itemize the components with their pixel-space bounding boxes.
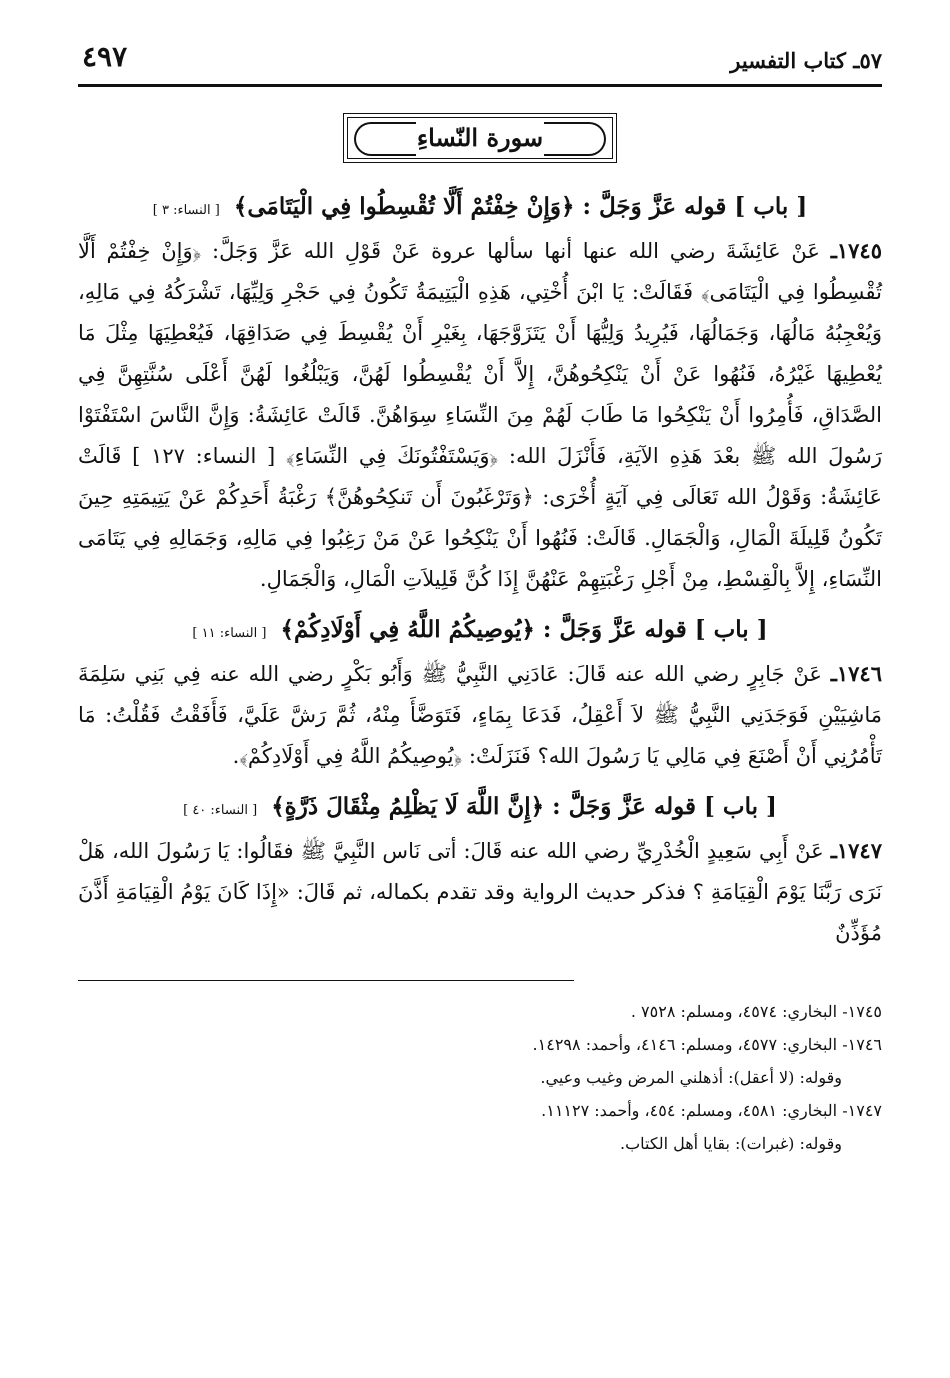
page-header	[78, 38, 882, 87]
page-number: ٤٩٧	[82, 40, 128, 73]
footnote-divider	[78, 980, 574, 981]
hadith-paragraph	[78, 653, 882, 777]
hadith-text: عَنْ عَائِشَةَ رضي الله عنها أنها سألها عروة عَنْ قَوْلِ الله عَزَّ وَجَلَّ: ﴿وَإِنْ خِفْتُمْ أَلَّا تُقْسِطُوا فِي الْيَتَامَى﴾ فَقَالَتْ: يَا ابْنَ أُخْتِي، هَذِهِ الْيَتِيمَةُ تَكُونُ فِي حَجْرِ وَلِيِّهَا، تَشْرَكُهُ فِي مَالِهِ، وَيُعْجِبُهُ مَالُهَا، وَجَمَالُهَا، فَيُرِيدُ وَلِيُّهَا أَنْ يَتَزَوَّجَهَا، بِغَيْرِ أَنْ يُقْسِطَ فِي صَدَاقِهَا، فَيُعْطِيَهَا مِثْلَ مَا يُعْطِيهَا غَيْرُهُ، فَنُهُوا عَنْ أَنْ يَنْكِحُوهُنَّ، إِلاَّ أَنْ يُقْسِطُوا لَهُنَّ، وَيَبْلُغُوا لَهُنَّ أَعْلَى سُنَّتِهِنَّ فِي الصَّدَاقِ، فَأُمِرُوا أَنْ يَنْكِحُوا مَا طَابَ لَهُمْ مِنَ النِّسَاءِ سِوَاهُنَّ. قَالَتْ عَائِشَةُ: وَإِنَّ النَّاسَ اسْتَفْتَوْا رَسُولَ الله ﷺ بعْدَ هَذِهِ الآيَةِ، فَأَنْزَلَ الله: ﴿وَيَسْتَفْتُونَكَ فِي النِّسَاءِ﴾ [ النساء: ١٢٧ ] قَالَتْ عَائِشَةُ: وَقَوْلُ الله تَعَالَى فِي آيَةٍ أُخْرَى: ﴿وَتَرْغَبُونَ أَن تَنكِحُوهُنَّ﴾ رَغْبَةُ أَحَدِكُمْ عَنْ يَتِيمَتِهِ حِينَ تَكُونُ قَلِيلَةَ الْمَالِ، وَالْجَمَالِ. قَالَتْ: فَنُهُوا أَنْ يَنْكِحُوا عَنْ مَنْ رَغِبُوا فِي مَالِهِ، وَجَمَالِهِ فِي يَتَامَى النِّسَاءِ، إِلاَّ بِالْقِسْطِ، مِنْ أَجْلِ رَغْبَتِهِمْ عَنْهُنَّ إِذَا كُنَّ قَلِيلاَتِ الْمَالِ، وَالْجَمَالِ.	[78, 239, 883, 591]
hadith-number: ١٧٤٦ـ	[830, 661, 882, 686]
hadith-text: عَنْ أَبِي سَعِيدٍ الْخُدْرِيِّ رضي الله عنه قَالَ: أتى نَاس النَّبِيَّ ﷺ فقَالُوا: يَا رَسُولَ الله، هَلْ نَرَى رَبَّنَا يَوْمَ الْقِيَامَةِ ؟ فذكر حديث الرواية وقد تقدم بكماله، ثم قَالَ: «إِذَا كَانَ يَوْمُ الْقِيَامَةِ أَذَّنَ مُؤَذِّنٌ	[78, 839, 882, 945]
hadith-number: ١٧٤٥ـ	[830, 238, 882, 263]
footnote: ١٧٤٧- البخاري: ٤٥٨١، ومسلم: ٤٥٤، وأحمد: ١١١٢٧.	[541, 1101, 882, 1120]
verse-ref: [ النساء: ٤٠ ]	[183, 803, 258, 818]
hadith-paragraph	[78, 230, 882, 600]
verse-ref: [ النساء: ٣ ]	[152, 203, 220, 218]
surah-title-frame	[78, 117, 882, 177]
book-page	[78, 38, 882, 1348]
footnote: ١٧٤٥- البخاري: ٤٥٧٤، ومسلم: ٧٥٢٨ .	[630, 1002, 882, 1021]
hadith-paragraph	[78, 830, 882, 954]
footnote: ١٧٤٦- البخاري: ٤٥٧٧، ومسلم: ٤١٤٦، وأحمد: ١٤٢٩٨.	[532, 1035, 882, 1054]
section-heading	[78, 193, 882, 220]
section-heading	[78, 793, 882, 820]
footnote: وقوله: (لا أعقل): أذهلني المرض وغيب وعيي.	[540, 1068, 842, 1087]
footnote: وقوله: (غبرات): بقايا أهل الكتاب.	[620, 1134, 842, 1153]
hadith-text: عَنْ جَابِرٍ رضي الله عنه قَالَ: عَادَنِي النَّبِيُّ ﷺ وَأَبُو بَكْرٍ رضي الله عنه فِي بَنِي سَلِمَةَ مَاشِيَيْنِ فَوَجَدَنِي النَّبِيُّ ﷺ لاَ أَعْقِلُ، فَدَعَا بِمَاءٍ، فَتَوَضَّأَ مِنْهُ، ثُمَّ رَشَّ عَلَيَّ، فَأَفَقْتُ فَقُلْتُ: مَا تَأْمُرُنِي أَنْ أَصْنَعَ فِي مَالِي يَا رَسُولَ الله؟ فَنَزَلَتْ: ﴿يُوصِيكُمُ اللَّهُ فِي أَوْلَادِكُمْ﴾.	[78, 662, 882, 768]
bab-title: [ باب ] قوله عَزَّ وَجَلَّ : ﴿وَإِنْ خِفْتُمْ أَلَّا تُقْسِطُوا فِي الْيَتَامَى﴾	[233, 193, 808, 220]
chapter-title: ٥٧ـ كتاب التفسير	[730, 48, 882, 73]
bab-title: [ باب ] قوله عَزَّ وَجَلَّ : ﴿يُوصِيكُمُ اللَّهُ فِي أَوْلَادِكُمْ﴾	[280, 616, 768, 643]
bab-title: [ باب ] قوله عَزَّ وَجَلَّ : ﴿إِنَّ اللَّهَ لَا يَظْلِمُ مِثْقَالَ ذَرَّةٍ﴾	[271, 793, 777, 820]
surah-title: سورة النّساءِ	[347, 117, 613, 159]
verse-ref: [ النساء: ١١ ]	[192, 626, 267, 641]
section-heading	[78, 616, 882, 643]
footnotes	[78, 995, 882, 1160]
hadith-number: ١٧٤٧ـ	[830, 838, 882, 863]
